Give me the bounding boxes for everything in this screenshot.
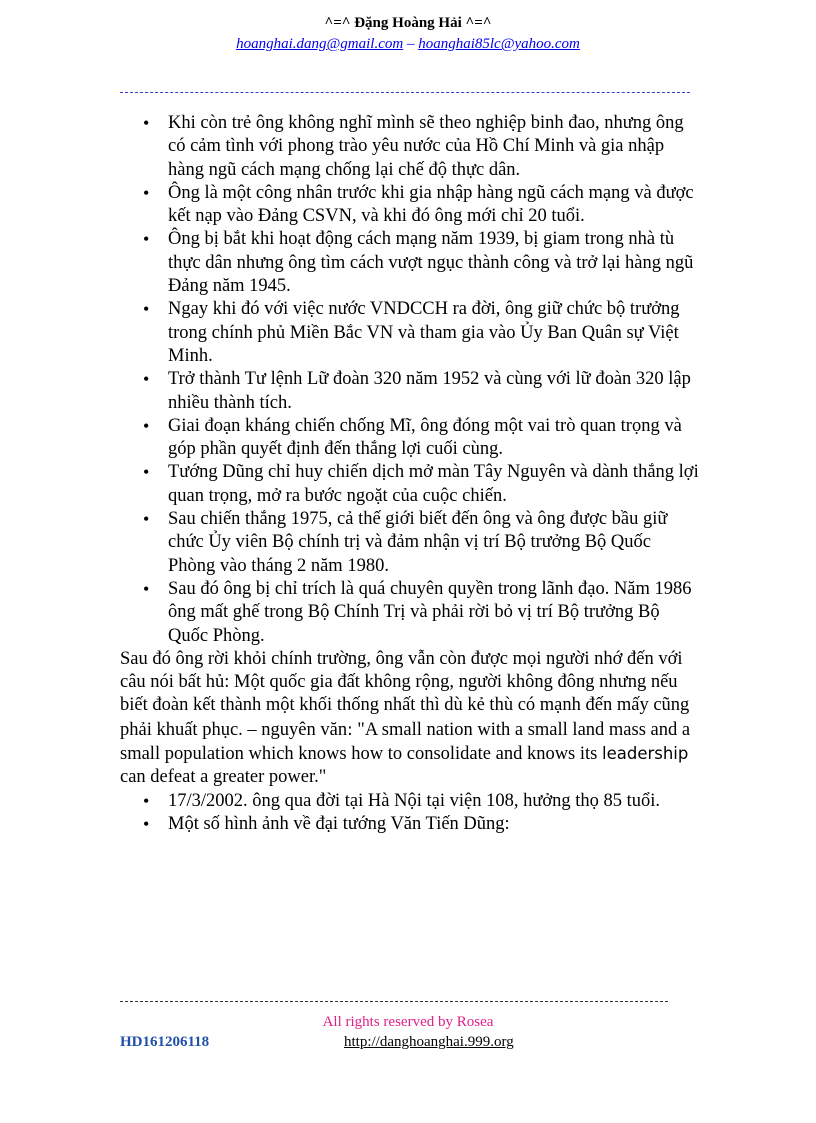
footer-divider [120,1001,668,1002]
email-link-yahoo[interactable]: hoanghai85lc@yahoo.com [418,36,580,52]
list-item: • Sau đó ông bị chỉ trích là quá chuyên quyền trong lãnh đạo. Năm 1986 ông mất ghế trong Bộ Chính Trị và phải rời bỏ vị trí Bộ trưởng Bộ Quốc Phòng. [120,578,700,648]
list-item: • Một số hình ảnh về đại tướng Văn Tiến Dũng: [120,813,700,836]
list-item: • Giai đoạn kháng chiến chống Mĩ, ông đóng một vai trò quan trọng và góp phần quyết định đến thắng lợi cuối cùng. [120,415,700,462]
email-separator: – [406,36,415,52]
email-link-gmail[interactable]: hoanghai.dang@gmail.com [236,36,404,52]
list-item: • Sau chiến thắng 1975, cả thế giới biết đến ông và ông được bầu giữ chức Ủy viên Bộ chính trị và đảm nhận vị trí Bộ trưởng Bộ Quốc Phòng vào tháng 2 năm 1980. [120,508,700,578]
author-emails [0,34,816,54]
document-body [120,112,700,836]
document-code: HD161206118 [120,1034,210,1050]
website-link[interactable]: http://danghoanghai.999.org [344,1034,514,1050]
header-divider [120,92,690,93]
quote-paragraph [120,648,700,790]
quote-start: "A small nation with a small land mass and a small population which knows how to consolidate and knows its [120,719,691,765]
list-item: • Ông bị bắt khi hoạt động cách mạng năm 1939, bị giam trong nhà tù thực dân nhưng ông tìm cách vượt ngục thành công và trở lại hàng ngũ Đảng năm 1945. [120,228,700,298]
page-header [0,12,816,54]
list-item: • Ngay khi đó với việc nước VNDCCH ra đời, ông giữ chức bộ trưởng trong chính phủ Miền Bắc VN và tham gia vào Ủy Ban Quân sự Việt Minh. [120,298,700,368]
paragraph-text: Sau đó ông rời khỏi chính trường, ông vẫn còn được mọi người nhớ đến với câu nói bất hủ: Một quốc gia đất không rộng, người không đông nhưng nếu biết đoàn kết thành một khối thống nhất thì dù kẻ thù có mạnh đến mấy cũng phải khuất phục. – nguyên văn [120,648,690,740]
author-name: ^=^ Đặng Hoàng Hải ^=^ [324,15,492,31]
list-item: • Trở thành Tư lệnh Lữ đoàn 320 năm 1952 và cùng với lữ đoàn 320 lập nhiều thành tích. [120,368,700,415]
list-item: • 17/3/2002. ông qua đời tại Hà Nội tại viện 108, hưởng thọ 85 tuổi. [120,790,700,813]
paragraph-colon: : [347,719,353,739]
footer-rights: All rights reserved by Rosea [322,1014,494,1030]
quote-end: can defeat a greater power." [120,767,327,788]
list-item: • Ông là một công nhân trước khi gia nhập hàng ngũ cách mạng và được kết nạp vào Đảng CSVN, và khi đó ông mới chỉ 20 tuổi. [120,182,700,229]
list-item: • Tướng Dũng chỉ huy chiến dịch mở màn Tây Nguyên và dành thắng lợi quan trọng, mở ra bước ngoặt của cuộc chiến. [120,461,700,508]
list-item: • Khi còn trẻ ông không nghĩ mình sẽ theo nghiệp binh đao, nhưng ông có cảm tình với phong trào yêu nước của Hồ Chí Minh và gia nhập hàng ngũ cách mạng chống lại chế độ thực dân. [120,112,700,182]
quote-sans-word: leadership [602,744,689,764]
closing-list [120,790,700,837]
biography-list [120,112,700,648]
